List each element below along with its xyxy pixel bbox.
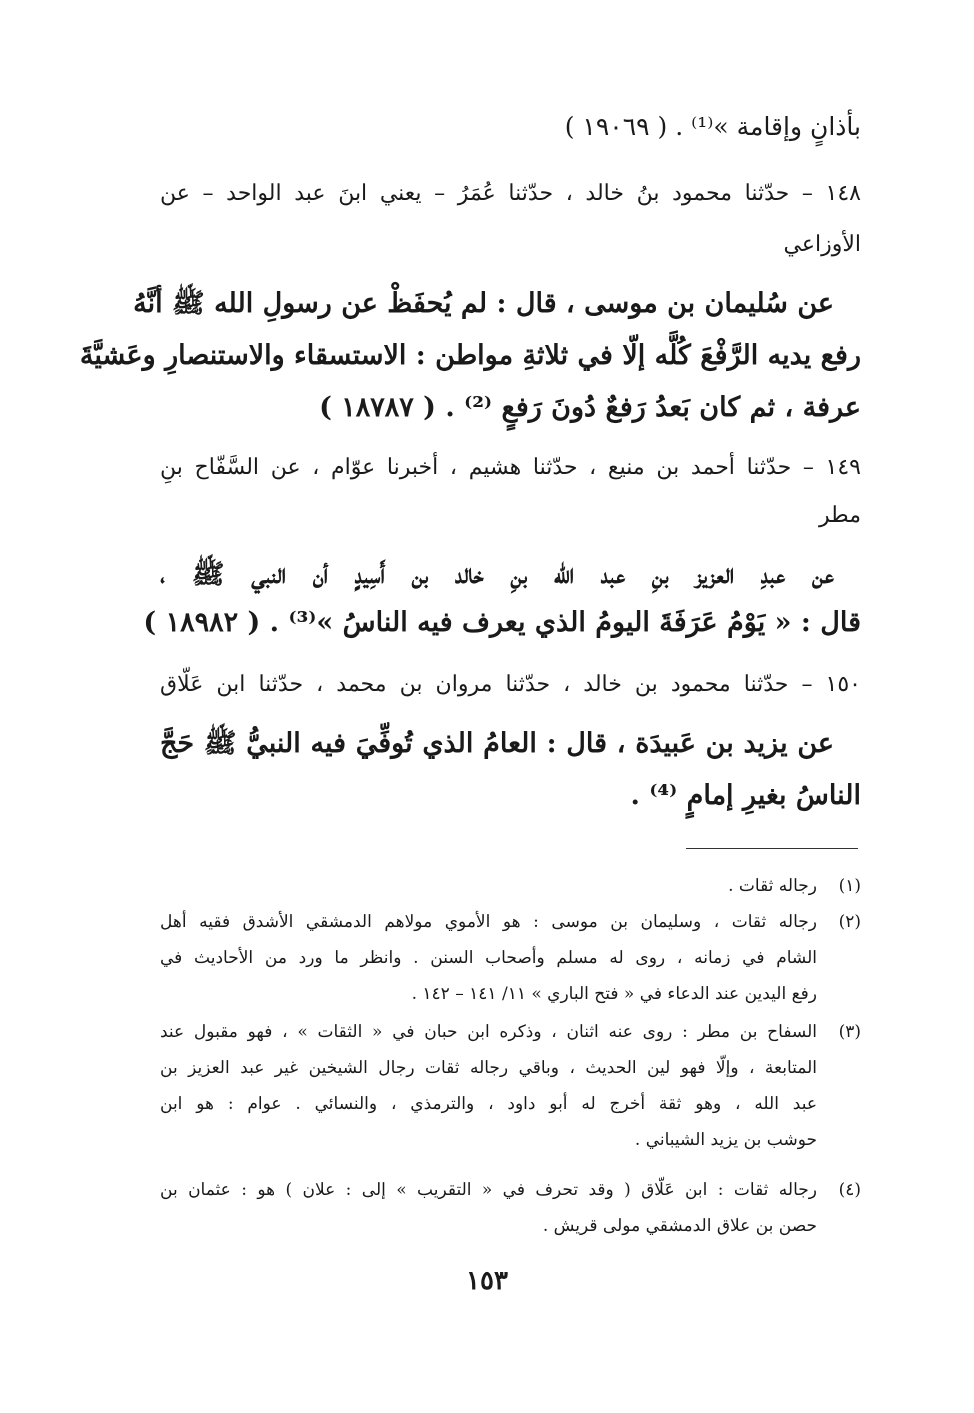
footnote-line: رفع اليدين عند الدعاء في « فتح الباري » ١١/ ١٤١ – ١٤٢ . [411,984,817,1004]
isnad-line: ١٤٨ – حدّثنا محمود بنُ خالد ، حدّثنا عُمَرُ – يعني ابنَ عبد الواحد – عن [160,181,861,206]
matn-line: رفع يديه الرَّفْعَ كُلَّه إلّا في ثلاثةِ مواطن : الاستسقاء والاستنصارِ وعَشيَّةَ [79,340,861,371]
footnote-number: (١) [838,876,861,896]
footnote-number: (٤) [838,1180,861,1200]
isnad-line: ١٥٠ – حدّثنا محمود بن خالد ، حدّثنا مروان بن محمد ، حدّثنا ابن عَلّاق [160,672,861,697]
footnote-line: حصن بن علاق الدمشقي مولى قريش . [542,1216,817,1236]
matn-line: عرفة ، ثم كان بَعدُ رَفعٌ دُونَ رَفعٍ ⁽²⁾ . ( ١٨٧٨٧ ) [319,392,861,423]
footnote-number: (٣) [838,1022,861,1042]
footnote-line: رجاله ثقات ، وسليمان بن موسى : هو الأموي مولاهم الدمشقي الأشدق فقيه أهل [160,912,817,932]
footnote-line: حوشب بن يزيد الشيباني . [634,1130,817,1150]
footnote-line: المتابعة ، وإلّا فهو لين الحديث ، وباقي رجاله ثقات رجال الشيخين غير عبد العزيز بن [160,1058,817,1078]
matn-line: الناسُ بغيرِ إمامٍ ⁽⁴⁾ . [630,780,861,811]
footnote-line: رجاله ثقات : ابن عَلّاق ( وقد تحرف في « التقريب » إلى : علان ) هو : عثمان بن [160,1180,817,1200]
text-line: بأذانٍ وإقامة »⁽¹⁾ . ( ١٩٠٦٩ ) [564,112,861,141]
isnad-line: مطر [819,503,861,528]
matn-line: عن سُليمان بن موسى ، قال : لم يُحفَظْ عن رسولِ الله ﷺ أنَّهُ [133,288,834,319]
matn-line: عن يزيد بن عَبيدَة ، قال : العامُ الذي تُوفِّيَ فيه النبيُّ ﷺ حَجَّ [160,728,834,759]
page-number: ١٥٣ [466,1266,508,1296]
footnote-line: رجاله ثقات . [728,876,817,896]
footnote-line: الشام في زمانه ، روى له مسلم وأصحاب السنن . وانظر ما ورد من الأحاديث في [160,948,817,968]
footnote-line: السفاح بن مطر : روى عنه اثنان ، وذكره ابن حبان في « الثقات » ، فهو مقبول عند [160,1022,817,1042]
footnote-number: (٢) [838,912,861,932]
footnote-line: عبد الله ، وهو ثقة أخرج له أبو داود ، والترمذي ، والنسائي . عوام : هو ابن [160,1094,817,1114]
matn-line: عن عبدِ العزيز بنِ عبد الله بنِ خالد بن أَسِيدٍ أن النبي ﷺ ، [160,559,834,590]
isnad-line: ١٤٩ – حدّثنا أحمد بن منيع ، حدّثنا هشيم ، أخبرنا عوّام ، عن السَّفّاح بنِ [160,455,861,480]
matn-line: قال : « يَوْمُ عَرَفَةَ اليومُ الذي يعرف فيه الناسُ »⁽³⁾ . ( ١٨٩٨٢ ) [143,607,861,638]
isnad-line: الأوزاعي [783,232,861,257]
footnote-separator [686,848,858,849]
